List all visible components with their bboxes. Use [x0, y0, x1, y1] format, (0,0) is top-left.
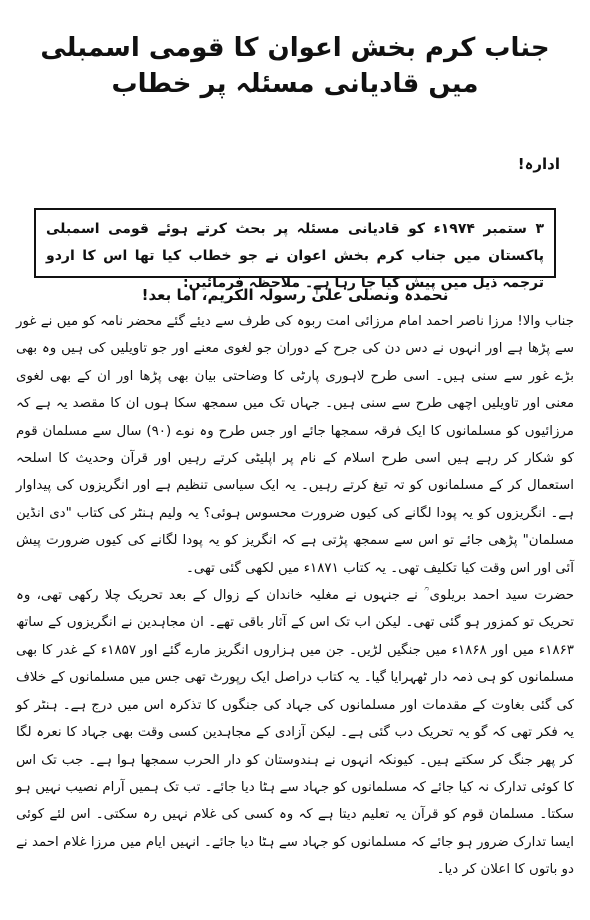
article-body: [16, 308, 574, 884]
body-paragraph: حضرت سید احمد بریلوی ؒ نے جنہوں نے مغلیہ خاندان کے زوال کے بعد تحریک چلا رکھی تھی، وہ تحریک تو کمزور ہو گئی تھی۔ لیکن اب تک اس کے آثار باقی تھے۔ ان مجاہدین نے انگریزوں کے ساتھ ۱۸۶۳ء میں اور ۱۸۶۸ء میں جنگیں لڑیں۔ جن میں ہزاروں انگریز مارے گئے اور ۱۸۵۷ء کے غدر کا بھی مسلمانوں کو ہی ذمہ دار ٹھہرایا گیا۔ یہ کتاب دراصل ایک رپورٹ تھی جس میں مسلمانوں کے خلاف کی گئی بغاوت کے مقدمات اور مسلمانوں کی جہاد کی جنگوں کا تذکرہ اس میں درج ہے۔ ہنٹر کو یہ فکر تھی کہ گو یہ تحریک دب گئی ہے۔ لیکن آزادی کے مجاہدین کسی وقت بھی جہاد کا نعرہ لگا کر پھر جنگ کر سکتے ہیں۔ کیونکہ انہوں نے ہندوستان کو دار الحرب سمجھا ہوا ہے۔ جب تک اس کا کوئی تدارک نہ کیا جائے کہ مسلمانوں کو جہاد سے ہٹا دیا جائے۔ تب تک ہمیں آرام نصیب نہیں ہو سکتا۔ مسلمان قوم کو قرآن یہ تعلیم دیتا ہے کہ وہ کسی کی غلام نہیں رہ سکتی۔ اس لئے کوئی ایسا تدارک ضرور ہو جائے کہ مسلمانوں کو جہاد سے ہٹا دیا جائے۔ انہیں ایام میں مرزا غلام احمد نے دو باتوں کا اعلان کر دیا۔: [16, 588, 574, 878]
article-title: جناب کرم بخش اعوان کا قومی اسمبلی میں قادیانی مسئلہ پر خطاب: [40, 33, 550, 99]
summary-box: [34, 208, 556, 291]
article-byline: ادارہ!: [517, 155, 560, 173]
salutation: نحمدہ ونصلی علیٰ رسولہ الکریم، اما بعد!: [141, 286, 449, 304]
body-paragraph: جناب والا! مرزا ناصر احمد امام مرزائی امت ربوہ کی طرف سے دیئے گئے محضر نامہ کو میں نے غور سے پڑھا ہے اور انہوں نے دس دن کی جرح کے دوران جو لغوی معنے اور جو تاویلیں کی ہیں وہ بھی بڑے غور سے سنی ہیں۔ اسی طرح لاہوری پارٹی کا وضاحتی بیان بھی پڑھا اور ان کے بھی لغوی معنی اور تاویلیں اچھی طرح سے سنی ہیں۔ جہاں تک میں سمجھ سکا ہوں ان کا مقصد یہ ہے کہ مرزائیوں کو مسلمانوں کا ایک فرقہ سمجھا جائے اور جس طرح وہ نوے (۹۰) سال سے مسلمان قوم کو شکار کر رہے ہیں اسی طرح اسلام کے نام پر اپلیٹی کرتے رہیں اور قرآن وحدیث کا اسلحہ استعمال کر کے مسلمانوں کو تہ تیغ کرتے رہیں۔ یہ ایک سیاسی تنظیم ہے اور انگریزوں کی پیداوار ہے۔ انگریزوں کو یہ پودا لگانے کی کیوں ضرورت محسوس ہوئی؟ یہ ولیم ہنٹر کی کتاب "دی انڈین مسلمان" پڑھی جائے تو اس سے سمجھ پڑتی ہے کہ انگریز کو یہ پودا لگانے کی کیوں ضرورت پیش آئی اور اس وقت کیا تکلیف تھی۔ یہ کتاب ۱۸۷۱ء میں لکھی گئی تھی۔: [16, 314, 574, 576]
summary-text: ۳ ستمبر ۱۹۷۴ء کو قادیانی مسئلہ پر بحث کرتے ہوئے قومی اسمبلی پاکستان میں جناب کرم بخش اعوان نے جو خطاب کیا تھا اس کا اردو ترجمہ ذیل میں پیش کیا جا رہا ہے۔ ملاحظہ فرمائیں:: [46, 221, 544, 291]
